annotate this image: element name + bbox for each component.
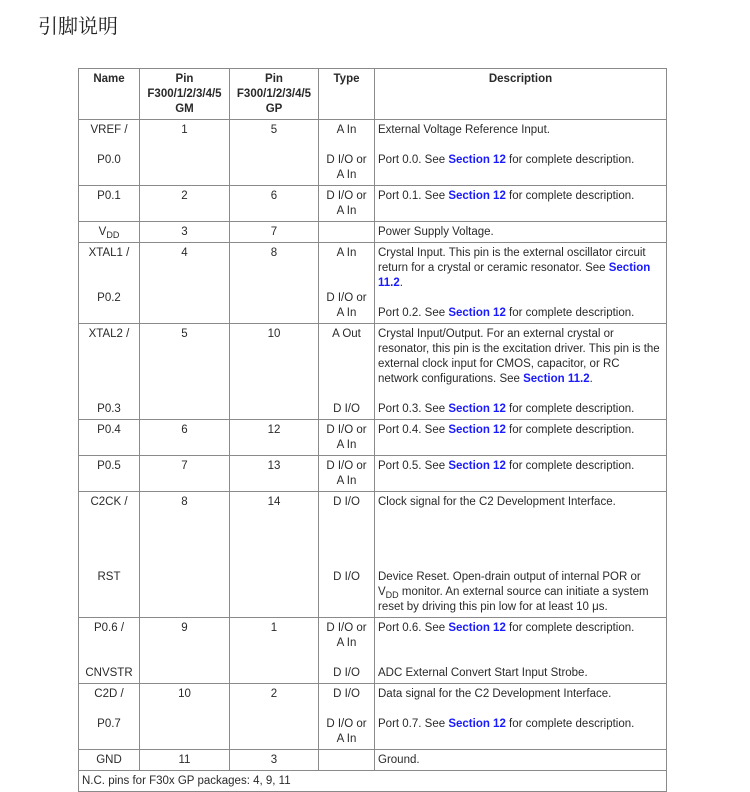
table-header-row (79, 69, 667, 120)
pin-name (79, 618, 140, 684)
pin-gp: 6 (230, 186, 319, 222)
pin-name (79, 120, 140, 186)
table-row (79, 492, 667, 618)
desc-text: External Voltage Reference Input. (378, 124, 550, 136)
type-text: A Out (332, 328, 361, 340)
type-text: D I/O or A In (326, 154, 367, 181)
pin-description (375, 618, 667, 684)
pin-gp: 14 (230, 492, 319, 618)
desc-text (378, 402, 663, 417)
desc-pre: Device Reset. Open-drain output of internal POR or V (378, 571, 641, 598)
name-text: P0.0 (97, 154, 121, 166)
type-text: D I/O (333, 688, 360, 700)
section-link[interactable]: Section 12 (448, 622, 506, 634)
name-text: XTAL1 / (88, 247, 130, 259)
pin-type (319, 618, 375, 684)
type-text: D I/O (333, 571, 360, 583)
desc-post: for complete description. (505, 718, 635, 730)
pin-type (319, 324, 375, 420)
header-description: Description (375, 69, 667, 120)
pin-description-table (78, 68, 667, 792)
pin-description (375, 420, 667, 456)
name-text: P0.3 (97, 403, 121, 415)
desc-pre: Port 0.2. See (378, 307, 449, 319)
type-text: D I/O or A In (326, 718, 367, 745)
pin-gm: 9 (140, 618, 230, 684)
nc-pins-note: N.C. pins for F30x GP packages: 4, 9, 11 (79, 771, 667, 792)
desc-subscript: DD (385, 590, 399, 600)
name-text: P0.7 (97, 718, 121, 730)
pin-type (319, 750, 375, 771)
pin-gm: 7 (140, 456, 230, 492)
desc-pre: Port 0.3. See (378, 403, 449, 415)
table-row (79, 420, 667, 456)
desc-text (378, 246, 663, 291)
pin-gm: 2 (140, 186, 230, 222)
pin-description (375, 120, 667, 186)
desc-text (378, 570, 663, 615)
pin-name (79, 492, 140, 618)
name-text: C2D / (94, 688, 124, 700)
pin-description (375, 324, 667, 420)
type-text: A In (336, 247, 357, 259)
name-text: V (98, 226, 107, 238)
table-row (79, 618, 667, 684)
pin-gm: 8 (140, 492, 230, 618)
pin-type: D I/O or A In (319, 420, 375, 456)
pin-name: P0.5 (79, 456, 140, 492)
name-text: C2CK / (90, 496, 128, 508)
pin-type (319, 120, 375, 186)
pin-gp: 10 (230, 324, 319, 420)
pin-gp: 13 (230, 456, 319, 492)
pin-type (319, 684, 375, 750)
table-row (79, 186, 667, 222)
pin-gm: 6 (140, 420, 230, 456)
header-pin-gp: Pin F300/1/2/3/4/5 GP (230, 69, 319, 120)
pin-gp: 7 (230, 222, 319, 243)
table-row (79, 120, 667, 186)
table-row (79, 222, 667, 243)
pin-name (79, 684, 140, 750)
pin-name: P0.1 (79, 186, 140, 222)
name-text: P0.2 (97, 292, 121, 304)
pin-name (79, 222, 140, 243)
pin-name (79, 243, 140, 324)
pin-gp: 5 (230, 120, 319, 186)
pin-gp: 8 (230, 243, 319, 324)
desc-post: for complete description. (505, 154, 635, 166)
table-note-row (79, 771, 667, 792)
pin-type (319, 243, 375, 324)
desc-pre: Port 0.7. See (378, 718, 449, 730)
desc-post: for complete description. (505, 190, 635, 202)
pin-type (319, 222, 375, 243)
type-text: D I/O (333, 496, 360, 508)
table-row (79, 456, 667, 492)
header-name: Name (79, 69, 140, 120)
desc-post: for complete description. (505, 403, 635, 415)
name-text: CNVSTR (85, 667, 133, 679)
table-row (79, 750, 667, 771)
desc-post: . (399, 277, 403, 289)
desc-text (378, 306, 663, 321)
header-pin-gm: Pin F300/1/2/3/4/5 GM (140, 69, 230, 120)
desc-pre: Port 0.6. See (378, 622, 449, 634)
desc-text (378, 717, 663, 732)
type-text: D I/O (333, 403, 360, 415)
desc-text: ADC External Convert Start Input Strobe. (378, 667, 588, 679)
desc-post: monitor. An external source can initiate a system reset by driving this pin low for at least 10 μs. (378, 586, 649, 613)
desc-pre: Port 0.4. See (378, 424, 449, 436)
name-text: VREF / (90, 124, 128, 136)
desc-text: Data signal for the C2 Development Interface. (378, 688, 612, 700)
desc-post: for complete description. (505, 307, 635, 319)
header-type: Type (319, 69, 375, 120)
pin-gm: 3 (140, 222, 230, 243)
section-link[interactable]: Section 12 (448, 718, 506, 730)
type-text: A In (336, 124, 357, 136)
pin-description: Power Supply Voltage. (375, 222, 667, 243)
section-link[interactable]: Section 12 (448, 424, 506, 436)
pin-gm: 1 (140, 120, 230, 186)
pin-type: D I/O or A In (319, 456, 375, 492)
pin-description: Ground. (375, 750, 667, 771)
pin-type: D I/O or A In (319, 186, 375, 222)
pin-gp: 2 (230, 684, 319, 750)
pin-name: P0.4 (79, 420, 140, 456)
pin-name: GND (79, 750, 140, 771)
section-link[interactable]: Section 12 (448, 190, 506, 202)
pin-gp: 3 (230, 750, 319, 771)
table-row (79, 684, 667, 750)
pin-description (375, 243, 667, 324)
pin-type (319, 492, 375, 618)
desc-pre: Crystal Input/Output. For an external crystal or resonator, this pin is the excitation driver. This pin is the external clock input for CMOS, capacitor, or RC network configurations. See (378, 328, 660, 385)
section-link[interactable]: Section 11.2 (523, 373, 590, 385)
pin-gm: 11 (140, 750, 230, 771)
section-link[interactable]: Section 12 (448, 403, 506, 415)
desc-text (378, 621, 663, 636)
type-text: D I/O or A In (326, 622, 367, 649)
type-text: D I/O (333, 667, 360, 679)
section-link[interactable]: Section 12 (448, 154, 506, 166)
section-link[interactable]: Section 11.2 (378, 262, 651, 289)
desc-post: for complete description. (505, 622, 635, 634)
table-row (79, 243, 667, 324)
desc-text: Clock signal for the C2 Development Interface. (378, 496, 616, 508)
desc-pre: Port 0.0. See (378, 154, 449, 166)
pin-gm: 4 (140, 243, 230, 324)
name-text: RST (97, 571, 121, 583)
section-link[interactable]: Section 12 (448, 307, 506, 319)
desc-pre: Port 0.1. See (378, 190, 449, 202)
pin-gp: 1 (230, 618, 319, 684)
pin-description (375, 456, 667, 492)
pin-gm: 10 (140, 684, 230, 750)
desc-post: for complete description. (505, 460, 635, 472)
pin-description (375, 492, 667, 618)
desc-post: . (589, 373, 593, 385)
desc-post: for complete description. (505, 424, 635, 436)
pin-description (375, 684, 667, 750)
desc-text (378, 327, 663, 387)
page-title: 引脚说明 (38, 14, 118, 38)
desc-pre: Port 0.5. See (378, 460, 449, 472)
pin-description (375, 186, 667, 222)
name-text: XTAL2 / (88, 328, 130, 340)
pin-name (79, 324, 140, 420)
pin-gp: 12 (230, 420, 319, 456)
desc-text (378, 153, 663, 168)
pin-gm: 5 (140, 324, 230, 420)
desc-pre: Crystal Input. This pin is the external oscillator circuit return for a crystal or ceramic resonator. See (378, 247, 646, 274)
name-text: P0.6 / (93, 622, 125, 634)
type-text: D I/O or A In (326, 292, 367, 319)
table-row (79, 324, 667, 420)
section-link[interactable]: Section 12 (448, 460, 506, 472)
name-subscript: DD (106, 230, 120, 240)
